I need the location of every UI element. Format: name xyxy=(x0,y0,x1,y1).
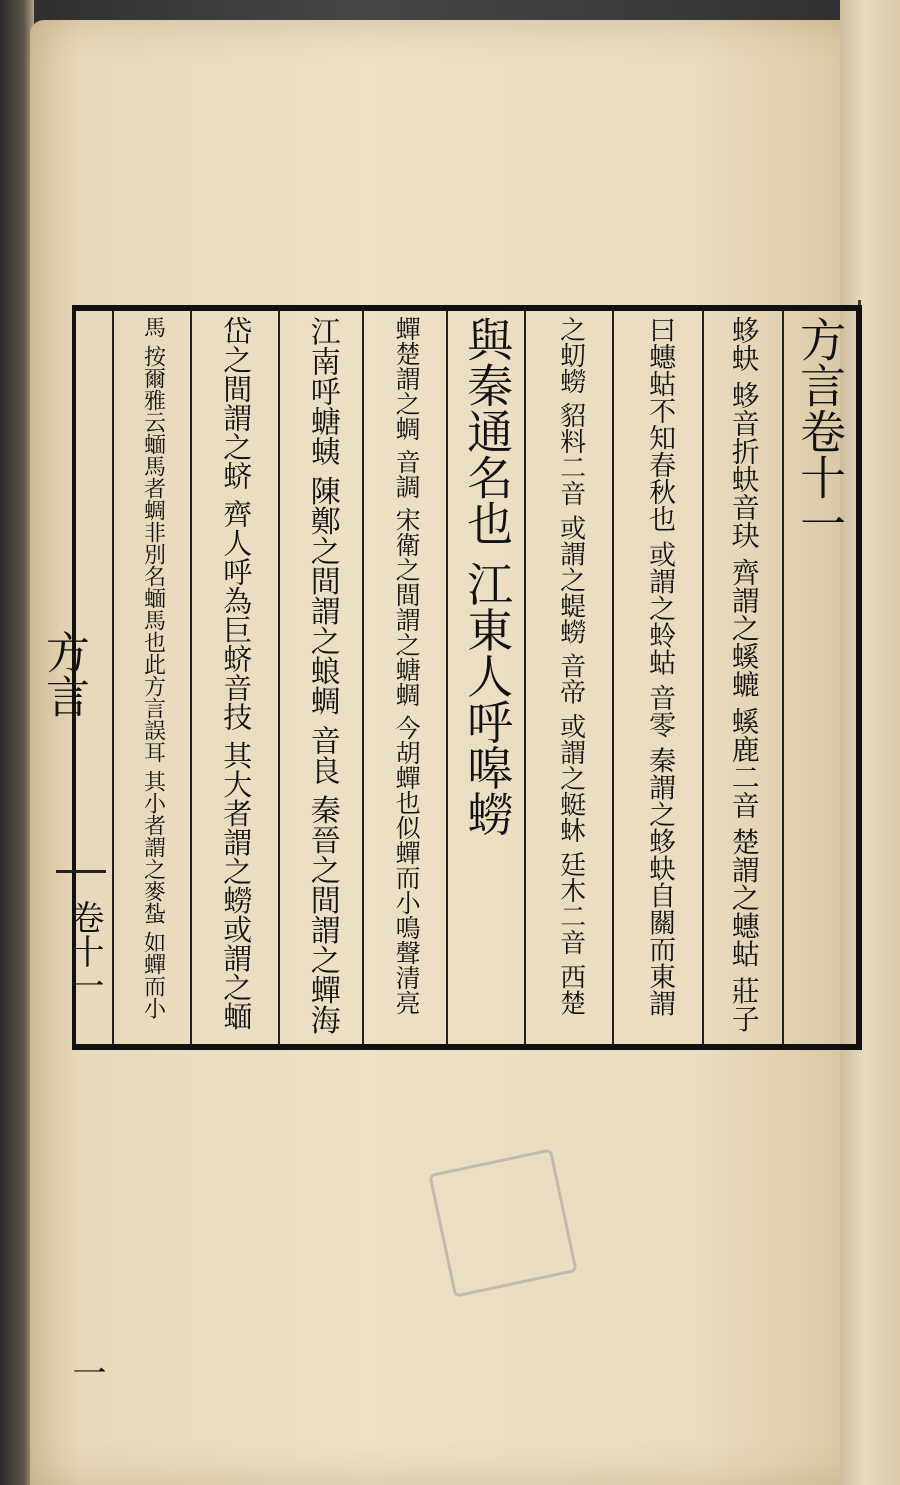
text-column-1 xyxy=(788,316,852,1042)
text-column-6 xyxy=(366,316,446,1042)
column-text: 蛥蚗 蛥音折蚗音玦 齊謂之螇螰 螇鹿二音 楚謂之蟪蛄 莊子 xyxy=(727,316,761,1033)
margin-volume-label xyxy=(62,900,106,1011)
column-divider xyxy=(524,311,526,1044)
margin-page-number xyxy=(62,1355,106,1398)
column-divider xyxy=(446,311,448,1044)
frame-right-rule xyxy=(856,305,862,1050)
column-divider xyxy=(362,311,364,1044)
column-text: 岱之間謂之蛴 齊人呼為巨蛴音技 其大者謂之蟧或謂之蝒 xyxy=(219,316,254,1031)
column-divider xyxy=(702,311,704,1044)
column-divider xyxy=(612,311,614,1044)
text-column-7 xyxy=(282,316,362,1042)
column-text: 之虭蟧 貂料二音 或謂之蝭蟧 音帝 或謂之蜓蚞 廷木二音 西楚 xyxy=(555,316,586,1016)
text-column-8 xyxy=(194,316,278,1042)
column-divider xyxy=(278,311,280,1044)
column-text: 方言卷十一 xyxy=(793,316,848,546)
column-text: 蟬楚謂之蜩 音調 宋衛之間謂之螗蜩 今胡蟬也似蟬而小鳴聲清亮 xyxy=(392,316,422,1015)
margin-book-title-text: 方言 xyxy=(38,630,89,718)
column-divider xyxy=(782,311,784,1044)
column-text: 曰蟪蛄不知春秋也 或謂之蛉蛄 音零 秦謂之蛥蚗自關而東謂 xyxy=(644,316,676,1017)
column-divider xyxy=(112,311,114,1044)
margin-page-text: 一 xyxy=(66,1355,106,1389)
column-text: 馬 按爾雅云蝒馬者蜩非別名蝒馬也此方言誤耳 其小者謂之麥蚻 如蟬而小 xyxy=(140,316,166,1019)
margin-volume-text: 卷十一 xyxy=(64,900,104,1002)
text-column-9 xyxy=(116,316,190,1042)
column-text: 與秦通名也 江東人呼嗥蟧 xyxy=(460,316,515,837)
text-column-4 xyxy=(528,316,612,1042)
fore-edge-margin xyxy=(0,310,110,1389)
text-column-2 xyxy=(706,316,782,1042)
column-text: 江南呼螗蛦 陳鄭之間謂之蜋蜩 音良 秦晉之間謂之蟬海 xyxy=(304,316,340,1035)
fishtail-mark xyxy=(56,870,106,903)
text-column-5 xyxy=(450,316,524,1042)
faded-seal-stamp xyxy=(428,1148,577,1297)
text-column-3 xyxy=(616,316,702,1042)
column-divider xyxy=(190,311,192,1044)
margin-book-title xyxy=(30,630,96,729)
frame-bottom-rule xyxy=(72,1044,862,1050)
